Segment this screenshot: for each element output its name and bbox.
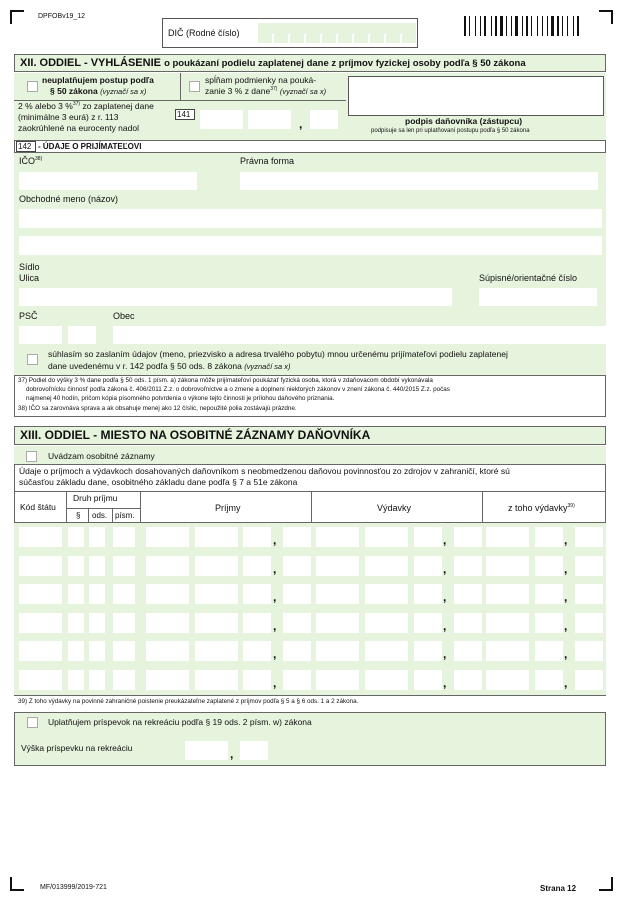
expenses-decimal-cell[interactable] [454,670,482,690]
number-label: Súpisné/orientačné číslo [479,273,578,283]
of-which-digit-cell[interactable] [486,641,529,661]
divider [180,73,181,100]
paragraph-cell[interactable] [68,641,84,661]
of-which-digit-cell[interactable] [535,670,563,690]
expenses-digit-cell[interactable] [365,527,408,547]
number-char-cell[interactable] [479,288,597,306]
col-income-type: Druh príjmu [73,493,118,503]
col-par: § [76,511,81,520]
of-which-comma: , [564,590,568,604]
of-which-digit-cell[interactable] [535,556,563,576]
ods-cell[interactable] [89,613,105,633]
signature-title: podpis daňovníka (zástupcu) [405,116,523,126]
income-digit-cell[interactable] [146,556,189,576]
consent-label-1: súhlasím so zaslaním údajov (meno, priezvisko a adresa trvalého pobytu) mnou určenému prijímateľovi podielu zaplatenej [48,349,508,359]
ods-cell[interactable] [89,584,105,604]
col-of-which [508,503,575,513]
amount-141-comma: , [299,117,303,131]
of-which-decimal-cell[interactable] [575,613,603,633]
street-label: Ulica [19,273,40,283]
expenses-digit-cell[interactable] [414,613,442,633]
country-code-cell[interactable] [19,670,62,690]
income-digit-cell[interactable] [243,527,271,547]
percentage-sup: 37) [72,101,81,108]
meets-conditions-text: zanie 3 % z dane [205,86,271,96]
of-which-digit-cell[interactable] [486,670,529,690]
ico-label [19,156,42,166]
expenses-comma: , [443,647,447,661]
income-digit-cell[interactable] [195,556,238,576]
income-decimal-cell[interactable] [283,527,311,547]
paragraph-cell[interactable] [68,527,84,547]
of-which-decimal-cell[interactable] [575,670,603,690]
city-label: Obec [113,311,135,321]
percentage-end: zo zaplatenej dane [82,101,154,111]
recreation-claim-label: Uplatňujem príspevok na rekreáciu podľa § 19 ods. 2 písm. w) zákona [48,717,312,727]
income-comma: , [273,675,277,690]
sec12-title-strong: XII. ODDIEL - VYHLÁSENIE [20,57,161,69]
income-digit-cell[interactable] [195,613,238,633]
consent-label-2 [48,362,291,372]
expenses-decimal-cell[interactable] [454,613,482,633]
psc-digit-cell[interactable] [68,326,96,344]
meets-conditions-label-2 [205,87,326,97]
expenses-decimal-cell[interactable] [454,556,482,576]
income-digit-cell[interactable] [243,556,271,576]
of-which-decimal-cell[interactable] [575,584,603,604]
of-which-comma: , [564,561,568,576]
of-which-digit-cell[interactable] [486,584,529,604]
expenses-digit-cell[interactable] [316,670,359,690]
income-digit-cell[interactable] [146,670,189,690]
recreation-comma: , [230,747,234,761]
seat-label: Sídlo [19,262,40,272]
expenses-digit-cell[interactable] [414,527,442,547]
of-which-digit-cell[interactable] [486,556,529,576]
income-decimal-cell[interactable] [283,613,311,633]
expenses-digit-cell[interactable] [316,527,359,547]
special-records-label: Uvádzam osobitné záznamy [48,451,155,461]
amount-141-digit-cell[interactable] [200,110,243,129]
dic-digit-cell[interactable] [258,23,416,43]
not-applying-law: § 50 zákona [50,86,98,96]
col-pism: písm. [115,511,135,520]
ico-sup: 38) [35,156,43,162]
recreation-decimal-cell[interactable] [240,741,268,760]
meets-conditions-note: (vyznačí sa x) [279,87,327,96]
paragraph-cell[interactable] [68,670,84,690]
col-expenses: Výdavky [377,503,412,513]
footnote-37-line-3: najmenej 40 hodín, pričom kópia písomného potvrdenia o výkone tejto činnosti je prílohou daňového priznania. [26,395,335,402]
col-country: Kód štátu [20,502,56,512]
meets-conditions-checkbox[interactable] [189,81,200,92]
amount-141-decimal-cell[interactable] [310,110,338,129]
legal-form-label: Právna forma [240,156,295,166]
sec12-title-rest: o poukázaní podielu zaplatenej dane z príjmov fyzickej osoby podľa § 50 zákona [164,58,526,69]
footnote-38: 38) IČO sa zarovnáva sprava a ak obsahuje menej ako 12 číslic, nepoužité polia zostávajú prázdne. [18,405,297,412]
pism-cell[interactable] [113,613,135,633]
income-digit-cell[interactable] [243,641,271,661]
corner-mark-tr [599,10,613,24]
income-decimal-cell[interactable] [283,641,311,661]
income-digit-cell[interactable] [146,613,189,633]
meets-conditions-sup: 37) [270,86,278,93]
income-comma: , [273,618,277,633]
ods-cell[interactable] [89,670,105,690]
of-which-comma: , [564,675,568,690]
income-digit-cell[interactable] [146,584,189,604]
street-char-cell[interactable] [19,288,452,306]
col-ods: ods. [92,511,108,520]
corner-mark-bl [10,877,24,891]
percentage-text: 2 % alebo 3 % [18,101,73,111]
country-code-cell[interactable] [19,556,62,576]
of-which-decimal-cell[interactable] [575,527,603,547]
income-comma: , [273,590,277,604]
expenses-comma: , [443,561,447,576]
expenses-decimal-cell[interactable] [454,527,482,547]
income-digit-cell[interactable] [195,527,238,547]
ico-label-text: IČO [19,156,36,166]
expenses-decimal-cell[interactable] [454,641,482,661]
recipient-title: - ÚDAJE O PRIJÍMATEĽOVI [38,142,142,151]
ods-cell[interactable] [89,527,105,547]
foreign-info-line-2: súčasťou základu dane, osobitného základu dane podľa § 7 a 51e zákona [19,477,298,487]
sec13-title: XIII. ODDIEL - MIESTO NA OSOBITNÉ ZÁZNAMY DAŇOVNÍKA [20,428,371,442]
expenses-comma: , [443,590,447,604]
of-which-digit-cell[interactable] [535,641,563,661]
not-applying-label-1: neuplatňujem postup podľa [42,75,154,85]
percentage-label-2: (minimálne 3 eurá) z r. 113 [18,112,119,122]
income-digit-cell[interactable] [195,641,238,661]
expenses-digit-cell[interactable] [414,584,442,604]
income-digit-cell[interactable] [195,584,238,604]
special-records-checkbox[interactable] [26,451,37,462]
form-code: DPFOBv19_12 [38,13,86,20]
ods-cell[interactable] [89,556,105,576]
income-decimal-cell[interactable] [283,556,311,576]
pism-cell[interactable] [113,641,135,661]
income-digit-cell[interactable] [243,584,271,604]
of-which-decimal-cell[interactable] [575,556,603,576]
corner-mark-tl [10,10,24,24]
expenses-digit-cell[interactable] [316,613,359,633]
expenses-digit-cell[interactable] [365,641,408,661]
paragraph-cell[interactable] [68,556,84,576]
business-name-char-cell[interactable] [19,209,602,228]
not-applying-checkbox[interactable] [27,81,38,92]
signature-box[interactable] [348,76,604,116]
income-digit-cell[interactable] [243,670,271,690]
recreation-amount-label: Výška príspevku na rekreáciu [21,743,133,753]
not-applying-note: (vyznačí sa x) [100,87,147,96]
income-digit-cell[interactable] [243,613,271,633]
page-number: Strana 12 [540,884,577,893]
percentage-label-1 [18,102,154,112]
income-digit-cell[interactable] [195,670,238,690]
business-name-label: Obchodné meno (názov) [19,194,119,204]
footnote-37-line-1: 37) Podiel do výšky 3 % dane podľa § 50 ods. 1 písm. a) zákona môže prijímateľovi poukázať fyzická osoba, ktorá v zdaňovacom období vykonávala [18,377,433,384]
footnote-39: 39) Z toho výdavky na povinné zahraničné poistenie preukázateľne zaplatené z príjmov podľa § 5 a § 6 ods. 1 a 2 zákona. [18,698,359,705]
percentage-label-3: zaokrúhlené na eurocenty nadol [18,123,139,133]
country-code-cell[interactable] [19,613,62,633]
row-141-number: 141 [177,110,191,119]
amount-141-digit-cell[interactable] [248,110,291,129]
income-comma: , [273,533,277,547]
of-which-comma: , [564,533,568,547]
income-digit-cell[interactable] [146,641,189,661]
ods-cell[interactable] [89,641,105,661]
expenses-digit-cell[interactable] [316,556,359,576]
of-which-digit-cell[interactable] [535,613,563,633]
psc-digit-cell[interactable] [19,326,62,344]
of-which-comma: , [564,647,568,661]
city-char-cell[interactable] [113,326,606,344]
expenses-digit-cell[interactable] [414,556,442,576]
expenses-decimal-cell[interactable] [454,584,482,604]
barcode-icon [464,16,580,36]
of-which-decimal-cell[interactable] [575,641,603,661]
of-which-comma: , [564,618,568,633]
income-comma: , [273,561,277,576]
pism-cell[interactable] [113,584,135,604]
recreation-checkbox[interactable] [27,717,38,728]
income-decimal-cell[interactable] [283,670,311,690]
expenses-comma: , [443,618,447,633]
of-which-digit-cell[interactable] [486,527,529,547]
ico-digit-cell[interactable] [19,172,197,190]
col-income: Príjmy [215,503,241,513]
country-code-cell[interactable] [19,527,62,547]
income-digit-cell[interactable] [146,527,189,547]
meets-conditions-label-1: spĺňam podmienky na pouká- [205,75,317,85]
expenses-digit-cell[interactable] [316,584,359,604]
row-142-number: 142 [18,142,32,151]
paragraph-cell[interactable] [68,584,84,604]
foreign-info-line-1: Údaje o príjmoch a výdavkoch dosahovaných daňovníkom s neobmedzenou daňovou povinnosťou zo zdrojov v zahraničí, ktoré sú [19,466,510,476]
signature-subtitle: podpisuje sa len pri uplatňovaní postupu podľa § 50 zákona [371,128,530,134]
expenses-digit-cell[interactable] [414,670,442,690]
dic-label: DIČ (Rodné číslo) [168,28,240,38]
table-bottom-line [14,695,606,696]
paragraph-cell[interactable] [68,613,84,633]
of-which-digit-cell[interactable] [486,613,529,633]
expenses-digit-cell[interactable] [414,641,442,661]
not-applying-label-2 [50,87,146,97]
recreation-digit-cell[interactable] [185,741,228,760]
psc-label: PSČ [19,311,38,321]
legal-form-char-cell[interactable] [240,172,598,190]
col-of-which-text: z toho výdavky [508,503,568,513]
country-code-cell[interactable] [19,584,62,604]
doc-id: MF/013999/2019-721 [40,884,107,891]
income-decimal-cell[interactable] [283,584,311,604]
pism-cell[interactable] [113,556,135,576]
of-which-digit-cell[interactable] [535,584,563,604]
income-comma: , [273,647,277,661]
sec12-title [20,57,526,70]
of-which-digit-cell[interactable] [535,527,563,547]
footnote-37-line-2: dobrovoľnícku činnosť podľa zákona č. 406/2011 Z.z. o dobrovoľníctve a o zmene a doplnení niektorých zákonov v znení zákona č. 440/2015 Z.z. počas [26,386,450,393]
business-name-char-cell[interactable] [19,236,602,255]
expenses-digit-cell[interactable] [316,641,359,661]
consent-text: dane uvedenému v r. 142 podľa § 50 ods. 8 zákona [48,361,242,371]
expenses-digit-cell[interactable] [365,613,408,633]
consent-checkbox[interactable] [27,354,38,365]
consent-note: (vyznačí sa x) [244,362,291,371]
corner-mark-br [599,877,613,891]
expenses-comma: , [443,533,447,547]
expenses-comma: , [443,675,447,690]
pism-cell[interactable] [113,670,135,690]
country-code-cell[interactable] [19,641,62,661]
expenses-digit-cell[interactable] [365,670,408,690]
col-of-which-sup: 39) [567,503,575,509]
expenses-digit-cell[interactable] [365,556,408,576]
expenses-digit-cell[interactable] [365,584,408,604]
pism-cell[interactable] [113,527,135,547]
